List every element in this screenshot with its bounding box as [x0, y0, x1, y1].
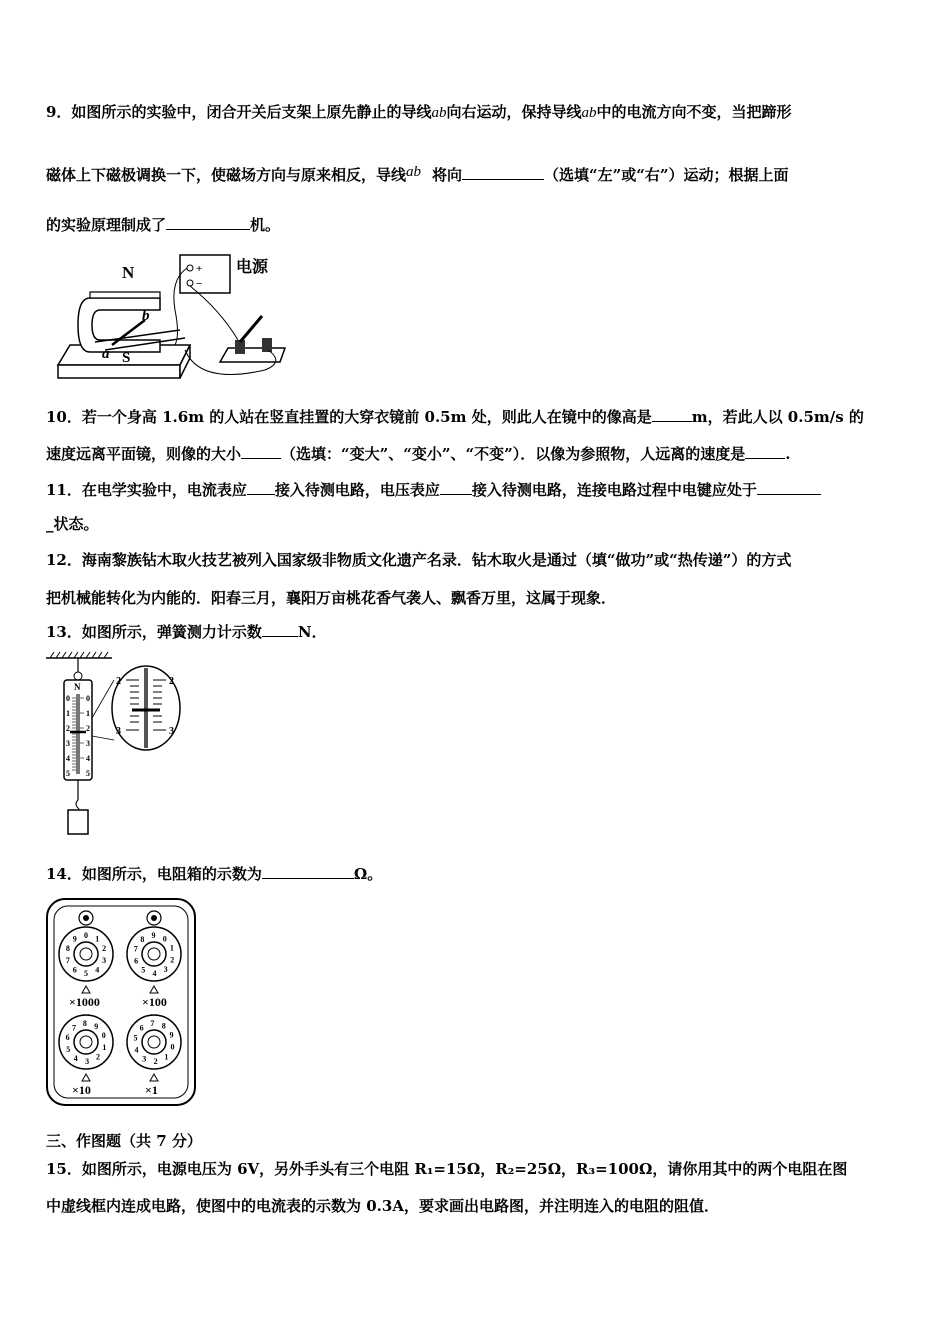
- q14-figure-resistance-box: [44, 896, 198, 1108]
- q9-text-3a: 的实验原理制成了: [46, 216, 167, 234]
- dial-digit: 0: [170, 1042, 175, 1052]
- q9-ab-3: ab: [406, 164, 422, 180]
- q11-blank-switch-state[interactable]: [757, 480, 821, 495]
- q9-ab-1: ab: [431, 105, 447, 121]
- q9-text-3b: 机。: [250, 216, 281, 234]
- q15-line-1: [46, 1159, 847, 1179]
- dial-digit: 3: [102, 955, 107, 965]
- q10-line-1: [46, 407, 864, 427]
- dial-digit: 7: [72, 1023, 76, 1033]
- dial-tens[interactable]: [59, 1015, 113, 1069]
- zoom-line-1: [92, 680, 114, 718]
- section-3-title-text: 三、作图题（共 7 分）: [46, 1132, 202, 1150]
- u-magnet-top: [90, 292, 160, 298]
- q13-text-b: N．: [297, 623, 327, 641]
- dial-digit: 7: [65, 955, 70, 965]
- q9-text-1b: 向右运动，保持导线: [446, 103, 582, 121]
- q10-blank-speed[interactable]: [745, 444, 785, 459]
- dial-digit: 8: [65, 944, 70, 954]
- q9-text-1c: 中的电流方向不变，当把蹄形: [596, 103, 792, 121]
- dial-digit: 7: [133, 944, 138, 954]
- dial-digit: 0: [84, 931, 88, 940]
- q15-line-2: [46, 1196, 719, 1216]
- dial-digit: 9: [94, 1022, 99, 1031]
- dial-digit: 2: [153, 1056, 158, 1066]
- scale-label-2-left: 2: [66, 724, 70, 733]
- q12-line-2: [46, 588, 616, 608]
- zoom-spring: [144, 668, 148, 748]
- q11-text-1c: 接入待测电路，连接电路过程中电键应处于: [471, 481, 757, 499]
- q13-text-a: 13．如图所示，弹簧测力计示数: [46, 623, 262, 641]
- q9-line-2: [46, 165, 789, 185]
- q13-figure-spring-scale: [44, 650, 184, 840]
- q15-text-1: 15．如图所示，电源电压为 6V，另外手头有三个电阻 R₁=15Ω，R₂=25Ω，R₃=100Ω，请你用其中的两个电阻在图: [46, 1160, 848, 1178]
- scale-label-3-right: 3: [86, 739, 90, 748]
- label-minus: −: [196, 278, 203, 290]
- switch-base: [220, 348, 285, 362]
- q14-blank-resistance[interactable]: [262, 864, 354, 879]
- ring-top: [74, 672, 82, 680]
- dial-digit: 3: [142, 1054, 147, 1064]
- ceiling-hatch: [50, 652, 108, 658]
- q11-blank-voltmeter[interactable]: [440, 480, 472, 495]
- scale-label-1-right: 1: [86, 709, 90, 718]
- dial-digit: 4: [95, 965, 100, 975]
- q10-text-2b: （选填：“变大”、“变小”、“不变”）．以像为参照物，人远离的速度是: [281, 445, 746, 463]
- q12-line-1: [46, 550, 791, 570]
- multiplier-1: ×1: [145, 1083, 158, 1097]
- scale-spring: [76, 694, 80, 774]
- dial-digit: 4: [73, 1054, 78, 1063]
- q10-text-1b: m，若此人以 0.5m/s 的: [691, 408, 864, 426]
- dial-digit: 0: [162, 934, 167, 944]
- dial-digit: 5: [84, 969, 88, 978]
- q12-text-2: 把机械能转化为内能的．阳春三月，襄阳万亩桃花香气袭人、飘香万里，这属于现象．: [46, 589, 617, 607]
- label-n: N: [122, 263, 135, 282]
- dial-digit: 2: [96, 1052, 100, 1062]
- dial-digit: 5: [133, 1033, 138, 1043]
- dial-digit: 7: [150, 1019, 155, 1029]
- q12-text-1: 12．海南黎族钻木取火技艺被列入国家级非物质文化遗产名录．钻木取火是通过（填“做功”或“热传递”）的方式: [46, 551, 792, 569]
- dial-digit: 8: [82, 1019, 87, 1028]
- q9-text-2b: 将向: [432, 166, 463, 184]
- label-plus: +: [196, 263, 203, 275]
- dial-digit: 5: [141, 965, 146, 975]
- zoom-label-2-left: 2: [116, 676, 121, 687]
- scale-label-3-left: 3: [66, 739, 70, 748]
- q9-text-2c: （选填“左”或“右”）运动；根据上面: [544, 166, 789, 184]
- scale-label-4-left: 4: [66, 754, 70, 763]
- dial-digit: 0: [101, 1031, 106, 1041]
- dial-ones[interactable]: [127, 1015, 181, 1069]
- q10-blank-image-height[interactable]: [652, 407, 692, 422]
- zoom-label-3-left: 3: [116, 726, 121, 737]
- dial-digit: 3: [85, 1057, 90, 1066]
- wire-2: [190, 286, 238, 340]
- scale-label-1-left: 1: [66, 709, 70, 718]
- q13-line: [46, 622, 327, 642]
- scale-label-5-left: 5: [66, 769, 70, 778]
- q10-text-1a: 10．若一个身高 1.6m 的人站在竖直挂置的大穿衣镜前 0.5m 处，则此人在镜中的像高是: [46, 408, 652, 426]
- q9-line-1: [46, 102, 791, 123]
- q11-text-1b: 接入待测电路，电压表应: [274, 481, 440, 499]
- label-power: 电源: [236, 259, 269, 276]
- scale-label-2-right: 2: [86, 724, 90, 733]
- dial-digit: 8: [161, 1021, 166, 1031]
- zoom-line-2: [92, 736, 114, 740]
- dial-digit: 3: [163, 965, 168, 974]
- dial-thousands[interactable]: [59, 927, 113, 981]
- dial-digit: 9: [151, 931, 156, 940]
- q9-blank-direction[interactable]: [462, 165, 544, 180]
- dial-digit: 9: [169, 1030, 174, 1040]
- dial-digit: 6: [134, 956, 139, 966]
- dial-digit: 8: [140, 935, 145, 944]
- dial-digit: 4: [134, 1045, 139, 1055]
- dial-digit: 6: [72, 965, 77, 975]
- scale-label-5-right: 5: [86, 769, 90, 778]
- power-supply: [180, 255, 230, 293]
- zoom-label-2-right: 2: [169, 676, 174, 687]
- label-b: b: [142, 308, 150, 324]
- q9-ab-2: ab: [581, 105, 597, 121]
- switch-post-1: [235, 340, 245, 354]
- q9-figure-motor-experiment: [50, 250, 290, 385]
- terminal-minus: [187, 280, 193, 286]
- scale-label-0-left: 0: [66, 694, 70, 703]
- q11-text-1a: 11．在电学实验中，电流表应: [46, 481, 247, 499]
- q11-blank-ammeter[interactable]: [247, 480, 275, 495]
- dial-digit: 4: [152, 969, 157, 978]
- q14-line: [46, 864, 382, 884]
- q13-blank-reading[interactable]: [262, 622, 298, 637]
- multiplier-100: ×100: [142, 995, 167, 1009]
- multiplier-1000: ×1000: [69, 995, 100, 1009]
- q10-text-2a: 速度远离平面镜，则像的大小: [46, 445, 242, 463]
- dial-digit: 5: [66, 1044, 71, 1054]
- base-board-front: [58, 365, 180, 378]
- scale-label-0-right: 0: [86, 694, 90, 703]
- q9-text-2a: 磁体上下磁极调换一下，使磁场方向与原来相反，导线: [46, 166, 407, 184]
- section-3-title: [46, 1131, 202, 1151]
- dial-digit: 2: [102, 944, 107, 954]
- dial-digit: 1: [169, 943, 174, 953]
- q11-line-2: [46, 514, 99, 534]
- q11-text-2: _状态。: [46, 515, 99, 533]
- scale-label-4-right: 4: [86, 754, 90, 763]
- q15-text-2: 中虚线框内连成电路，使图中的电流表的示数为 0.3A，要求画出电路图，并注明连入的电阻的阻值．: [46, 1197, 719, 1215]
- scale-unit: N: [74, 682, 81, 692]
- label-a: a: [102, 346, 110, 362]
- dial-digit: 1: [164, 1052, 169, 1062]
- q9-line-3: [46, 215, 280, 235]
- q10-line-2: [46, 444, 791, 464]
- label-s: S: [122, 350, 131, 366]
- dial-hundreds[interactable]: [127, 927, 181, 981]
- dial-digit: 1: [95, 934, 100, 944]
- dial-digit: 1: [102, 1042, 107, 1052]
- terminal-plus: [187, 265, 193, 271]
- q9-text-1a: 9．如图所示的实验中，闭合开关后支架上原先静止的导线: [46, 103, 432, 121]
- q10-blank-image-size[interactable]: [241, 444, 281, 459]
- dial-digit: 6: [65, 1033, 70, 1043]
- multiplier-10: ×10: [72, 1083, 91, 1097]
- dial-digit: 2: [170, 955, 175, 965]
- zoom-label-3-right: 3: [169, 726, 174, 737]
- weight-block: [68, 810, 88, 834]
- q11-line-1: [46, 480, 821, 500]
- dial-digit: 6: [139, 1023, 144, 1033]
- q14-text-a: 14．如图所示，电阻箱的示数为: [46, 865, 262, 883]
- dial-digit: 9: [72, 934, 77, 944]
- q10-text-2c: .: [785, 445, 791, 463]
- q14-text-b: Ω。: [353, 865, 383, 883]
- switch-lever: [240, 316, 262, 342]
- q9-blank-machine[interactable]: [166, 215, 250, 230]
- switch-post-2: [262, 338, 272, 352]
